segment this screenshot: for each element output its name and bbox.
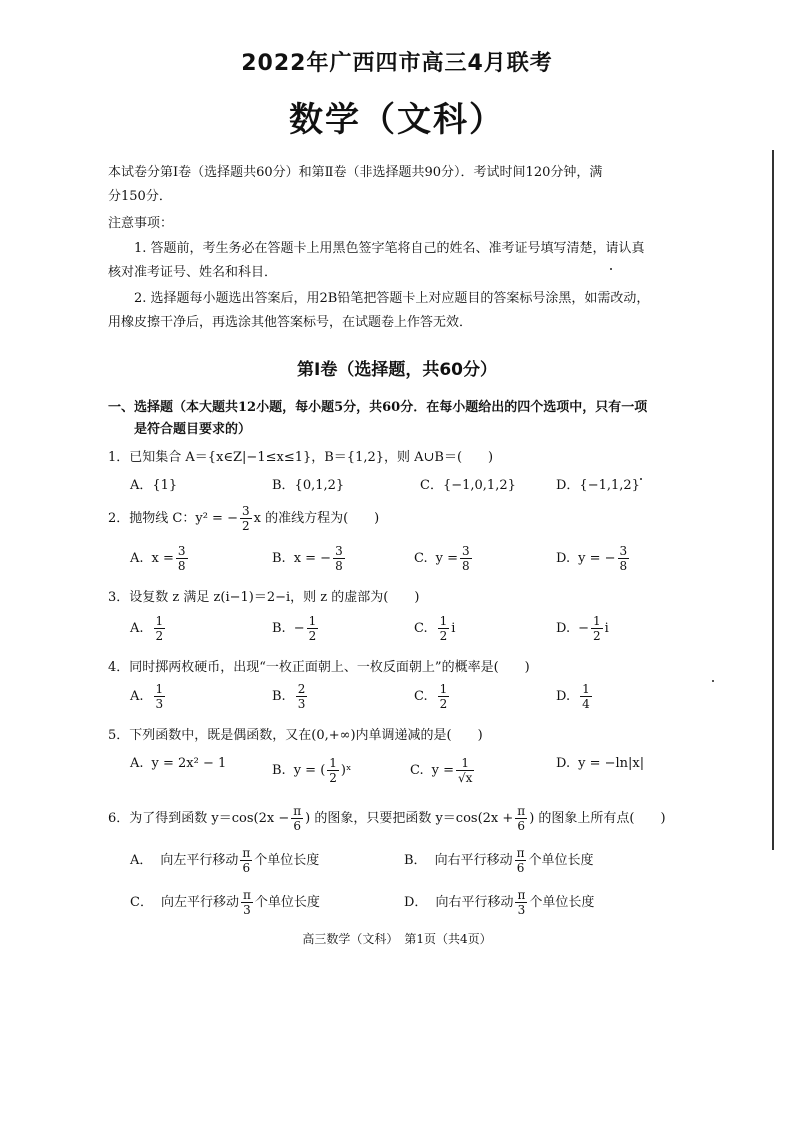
- option-pre: y = −: [578, 551, 616, 566]
- fraction-den: 2: [439, 697, 448, 711]
- option-letter: C．: [130, 895, 153, 910]
- fraction-den: 3: [297, 697, 306, 711]
- part-heading: [108, 397, 678, 441]
- option-fraction: [460, 544, 472, 573]
- fraction-den: 2: [593, 629, 601, 643]
- q3-option-d: [556, 614, 609, 643]
- fraction-num: 1: [308, 614, 317, 628]
- fraction-den: 6: [242, 861, 251, 875]
- fraction-den: 6: [516, 861, 525, 875]
- option-letter: A.: [130, 551, 144, 566]
- q2-stem-frac-num: 3: [241, 504, 250, 518]
- fraction-den: 8: [177, 559, 186, 573]
- scan-speck: [610, 268, 612, 270]
- scan-speck: [640, 478, 642, 480]
- exam-subtitle: 数学（文科）: [289, 100, 505, 140]
- q5-option-c: [410, 756, 476, 785]
- q6-frac2-num: π: [517, 804, 526, 818]
- q4-option-c: [414, 682, 451, 711]
- q3-option-c: [414, 614, 455, 643]
- fraction-num: 3: [335, 544, 343, 558]
- option-fraction: [515, 846, 527, 875]
- option-post: )ˣ: [340, 763, 352, 778]
- question-6-stem: [108, 804, 688, 833]
- option-fraction: [456, 756, 474, 785]
- q5-option-a: [130, 756, 226, 771]
- fraction-den: √x: [458, 771, 473, 785]
- option-fraction: [241, 888, 253, 917]
- option-letter: B.: [272, 689, 286, 704]
- fraction-den: 3: [155, 697, 164, 711]
- note-1-line-2: 核对准考证号、姓名和科目．: [108, 265, 278, 280]
- option-letter: B．: [404, 853, 427, 868]
- fraction-den: 8: [335, 559, 343, 573]
- q2-stem-frac-den: 2: [241, 519, 250, 533]
- fraction-num: 1: [439, 682, 448, 696]
- fraction-num: π: [517, 888, 526, 902]
- q4-option-b: [272, 682, 309, 711]
- q6-option-d: [404, 888, 594, 917]
- option-fraction: [438, 614, 450, 643]
- option-pre: y =: [431, 763, 454, 778]
- note-1-line-1: 1. 答题前，考生务必在答题卡上用黑色签字笔将自己的姓名、准考证号填写清楚，请认真: [134, 241, 645, 256]
- q6-stem-fraction-1: [291, 804, 303, 833]
- option-pre: 向左平行移动: [160, 853, 239, 868]
- option-letter: D.: [556, 621, 571, 636]
- option-post: i: [604, 621, 609, 636]
- note-2-line-2: 用橡皮擦干净后，再选涂其他答案标号，在试题卷上作答无效．: [108, 315, 473, 330]
- option-letter: B.: [272, 551, 286, 566]
- fraction-den: 3: [517, 903, 526, 917]
- q1-option-a: A．{1}: [130, 478, 178, 493]
- fraction-num: 2: [297, 682, 306, 696]
- q4-option-a: [130, 682, 167, 711]
- fraction-den: 2: [155, 629, 164, 643]
- option-pre: x =: [151, 551, 174, 566]
- option-letter: B.: [272, 621, 286, 636]
- fraction-num: 1: [593, 614, 601, 628]
- option-letter: D.: [556, 551, 571, 566]
- q6-frac1-num: π: [293, 804, 302, 818]
- question-3-stem: 3．设复数 z 满足 z(i−1)＝2−i，则 z 的虚部为( ): [108, 590, 420, 605]
- option-letter: D.: [556, 689, 571, 704]
- fraction-num: 1: [155, 614, 164, 628]
- option-pre: 向左平行移动: [160, 895, 239, 910]
- option-pre: y = 2x² − 1: [151, 756, 227, 771]
- option-letter: A.: [130, 621, 144, 636]
- q5-option-d: [556, 756, 644, 771]
- fraction-num: 1: [155, 682, 164, 696]
- margin-rule: [772, 150, 774, 850]
- option-post: 个单位长度: [528, 853, 594, 868]
- fraction-num: 3: [619, 544, 628, 558]
- option-post: 个单位长度: [529, 895, 595, 910]
- exam-title: 2022年广西四市高三4月联考: [241, 51, 553, 76]
- q6-stem-b: ) 的图象，只要把函数 y＝cos(2x +: [305, 811, 514, 826]
- option-pre: y = (: [293, 763, 326, 778]
- fraction-num: 1: [582, 682, 590, 696]
- option-fraction: [333, 544, 345, 573]
- option-pre: y = −ln|x|: [578, 756, 645, 771]
- q2-option-b: [272, 544, 347, 573]
- question-2-stem: [108, 504, 688, 533]
- fraction-den: 8: [462, 559, 470, 573]
- q6-frac2-den: 6: [517, 819, 526, 833]
- q6-option-c: [130, 888, 320, 917]
- option-fraction: [580, 682, 592, 711]
- q2-stem-post: x 的准线方程为( ): [253, 511, 380, 526]
- option-pre: 向右平行移动: [435, 895, 514, 910]
- option-fraction: [327, 756, 339, 785]
- intro-line-1: 本试卷分第Ⅰ卷（选择题共60分）和第Ⅱ卷（非选择题共90分）．考试时间120分钟，满: [108, 165, 603, 180]
- option-letter: C.: [410, 763, 424, 778]
- fraction-num: π: [516, 846, 525, 860]
- q6-stem-fraction-2: [515, 804, 527, 833]
- fraction-den: 2: [329, 771, 337, 785]
- option-fraction: [176, 544, 188, 573]
- fraction-num: 1: [329, 756, 337, 770]
- q2-option-c: [414, 544, 474, 573]
- scan-speck: [712, 680, 714, 682]
- note-2-line-1: 2. 选择题每小题选出答案后，用2B铅笔把答题卡上对应题目的答案标号涂黑，如需改动，: [134, 291, 650, 306]
- option-pre: x = −: [293, 551, 332, 566]
- option-letter: C.: [414, 621, 428, 636]
- q1-option-d: D．{−1,1,2}: [556, 478, 640, 493]
- option-letter: B.: [272, 763, 286, 778]
- fraction-den: 3: [243, 903, 251, 917]
- q1-option-b: B．{0,1,2}: [272, 478, 345, 493]
- q2-stem-pre: 2．抛物线 C：y² = −: [108, 511, 238, 526]
- q3-option-a: [130, 614, 167, 643]
- option-fraction: [154, 682, 166, 711]
- option-pre: 向右平行移动: [434, 853, 513, 868]
- question-5-stem: 5．下列函数中，既是偶函数，又在(0,+∞)内单调递减的是( ): [108, 728, 483, 743]
- option-post: i: [451, 621, 456, 636]
- question-4-stem: 4．同时掷两枚硬币，出现“一枚正面朝上、一枚反面朝上”的概率是( ): [108, 660, 530, 675]
- option-fraction: [438, 682, 450, 711]
- option-letter: D．: [404, 895, 428, 910]
- option-letter: A.: [130, 756, 144, 771]
- fraction-num: π: [242, 846, 251, 860]
- q2-stem-fraction: [240, 504, 252, 533]
- option-fraction: [307, 614, 319, 643]
- option-pre: y =: [435, 551, 458, 566]
- notice-title: 注意事项：: [108, 216, 174, 231]
- q6-option-b: [404, 846, 593, 875]
- fraction-den: 2: [308, 629, 317, 643]
- fraction-den: 4: [582, 697, 590, 711]
- option-post: 个单位长度: [254, 853, 320, 868]
- option-fraction: [240, 846, 252, 875]
- page-footer: 高三数学（文科） 第1页（共4页）: [302, 932, 492, 946]
- q1-option-c: C．{−1,0,1,2}: [420, 478, 516, 493]
- option-letter: A．: [130, 853, 153, 868]
- q4-option-d: [556, 682, 594, 711]
- option-letter: A.: [130, 689, 144, 704]
- option-fraction: [591, 614, 603, 643]
- option-pre: −: [578, 621, 589, 636]
- option-pre: −: [293, 621, 305, 636]
- fraction-num: 3: [177, 544, 186, 558]
- q3-option-b: [272, 614, 320, 643]
- fraction-num: 1: [439, 614, 448, 628]
- option-fraction: [618, 544, 630, 573]
- fraction-num: 1: [456, 756, 474, 771]
- question-1-stem: 1．已知集合 A＝{x∈Z|−1≤x≤1}，B＝{1,2}，则 A∪B＝( ): [108, 450, 494, 465]
- part-heading-line-1: 一、选择题（本大题共12小题，每小题5分，共60分．在每小题给出的四个选项中，只有一项: [108, 400, 648, 415]
- q5-option-b: [272, 756, 352, 785]
- option-letter: C.: [414, 551, 428, 566]
- fraction-den: 8: [619, 559, 628, 573]
- q6-option-a: [130, 846, 319, 875]
- option-post: 个单位长度: [254, 895, 320, 910]
- q6-stem-a: 6．为了得到函数 y＝cos(2x −: [108, 811, 290, 826]
- intro-line-2: 分150分．: [108, 189, 172, 204]
- option-fraction: [296, 682, 308, 711]
- part-heading-line-2: 是符合题目要求的）: [134, 422, 252, 437]
- q6-frac1-den: 6: [293, 819, 301, 833]
- q6-stem-c: ) 的图象上所有点( ): [529, 811, 666, 826]
- fraction-num: 3: [462, 544, 470, 558]
- q2-option-a: [130, 544, 190, 573]
- fraction-num: π: [242, 888, 251, 902]
- option-fraction: [154, 614, 166, 643]
- section-title: 第Ⅰ卷（选择题，共60分）: [297, 360, 497, 380]
- option-letter: D.: [556, 756, 571, 771]
- option-fraction: [515, 888, 527, 917]
- fraction-den: 2: [439, 629, 448, 643]
- q2-option-d: [556, 544, 631, 573]
- option-letter: C.: [414, 689, 428, 704]
